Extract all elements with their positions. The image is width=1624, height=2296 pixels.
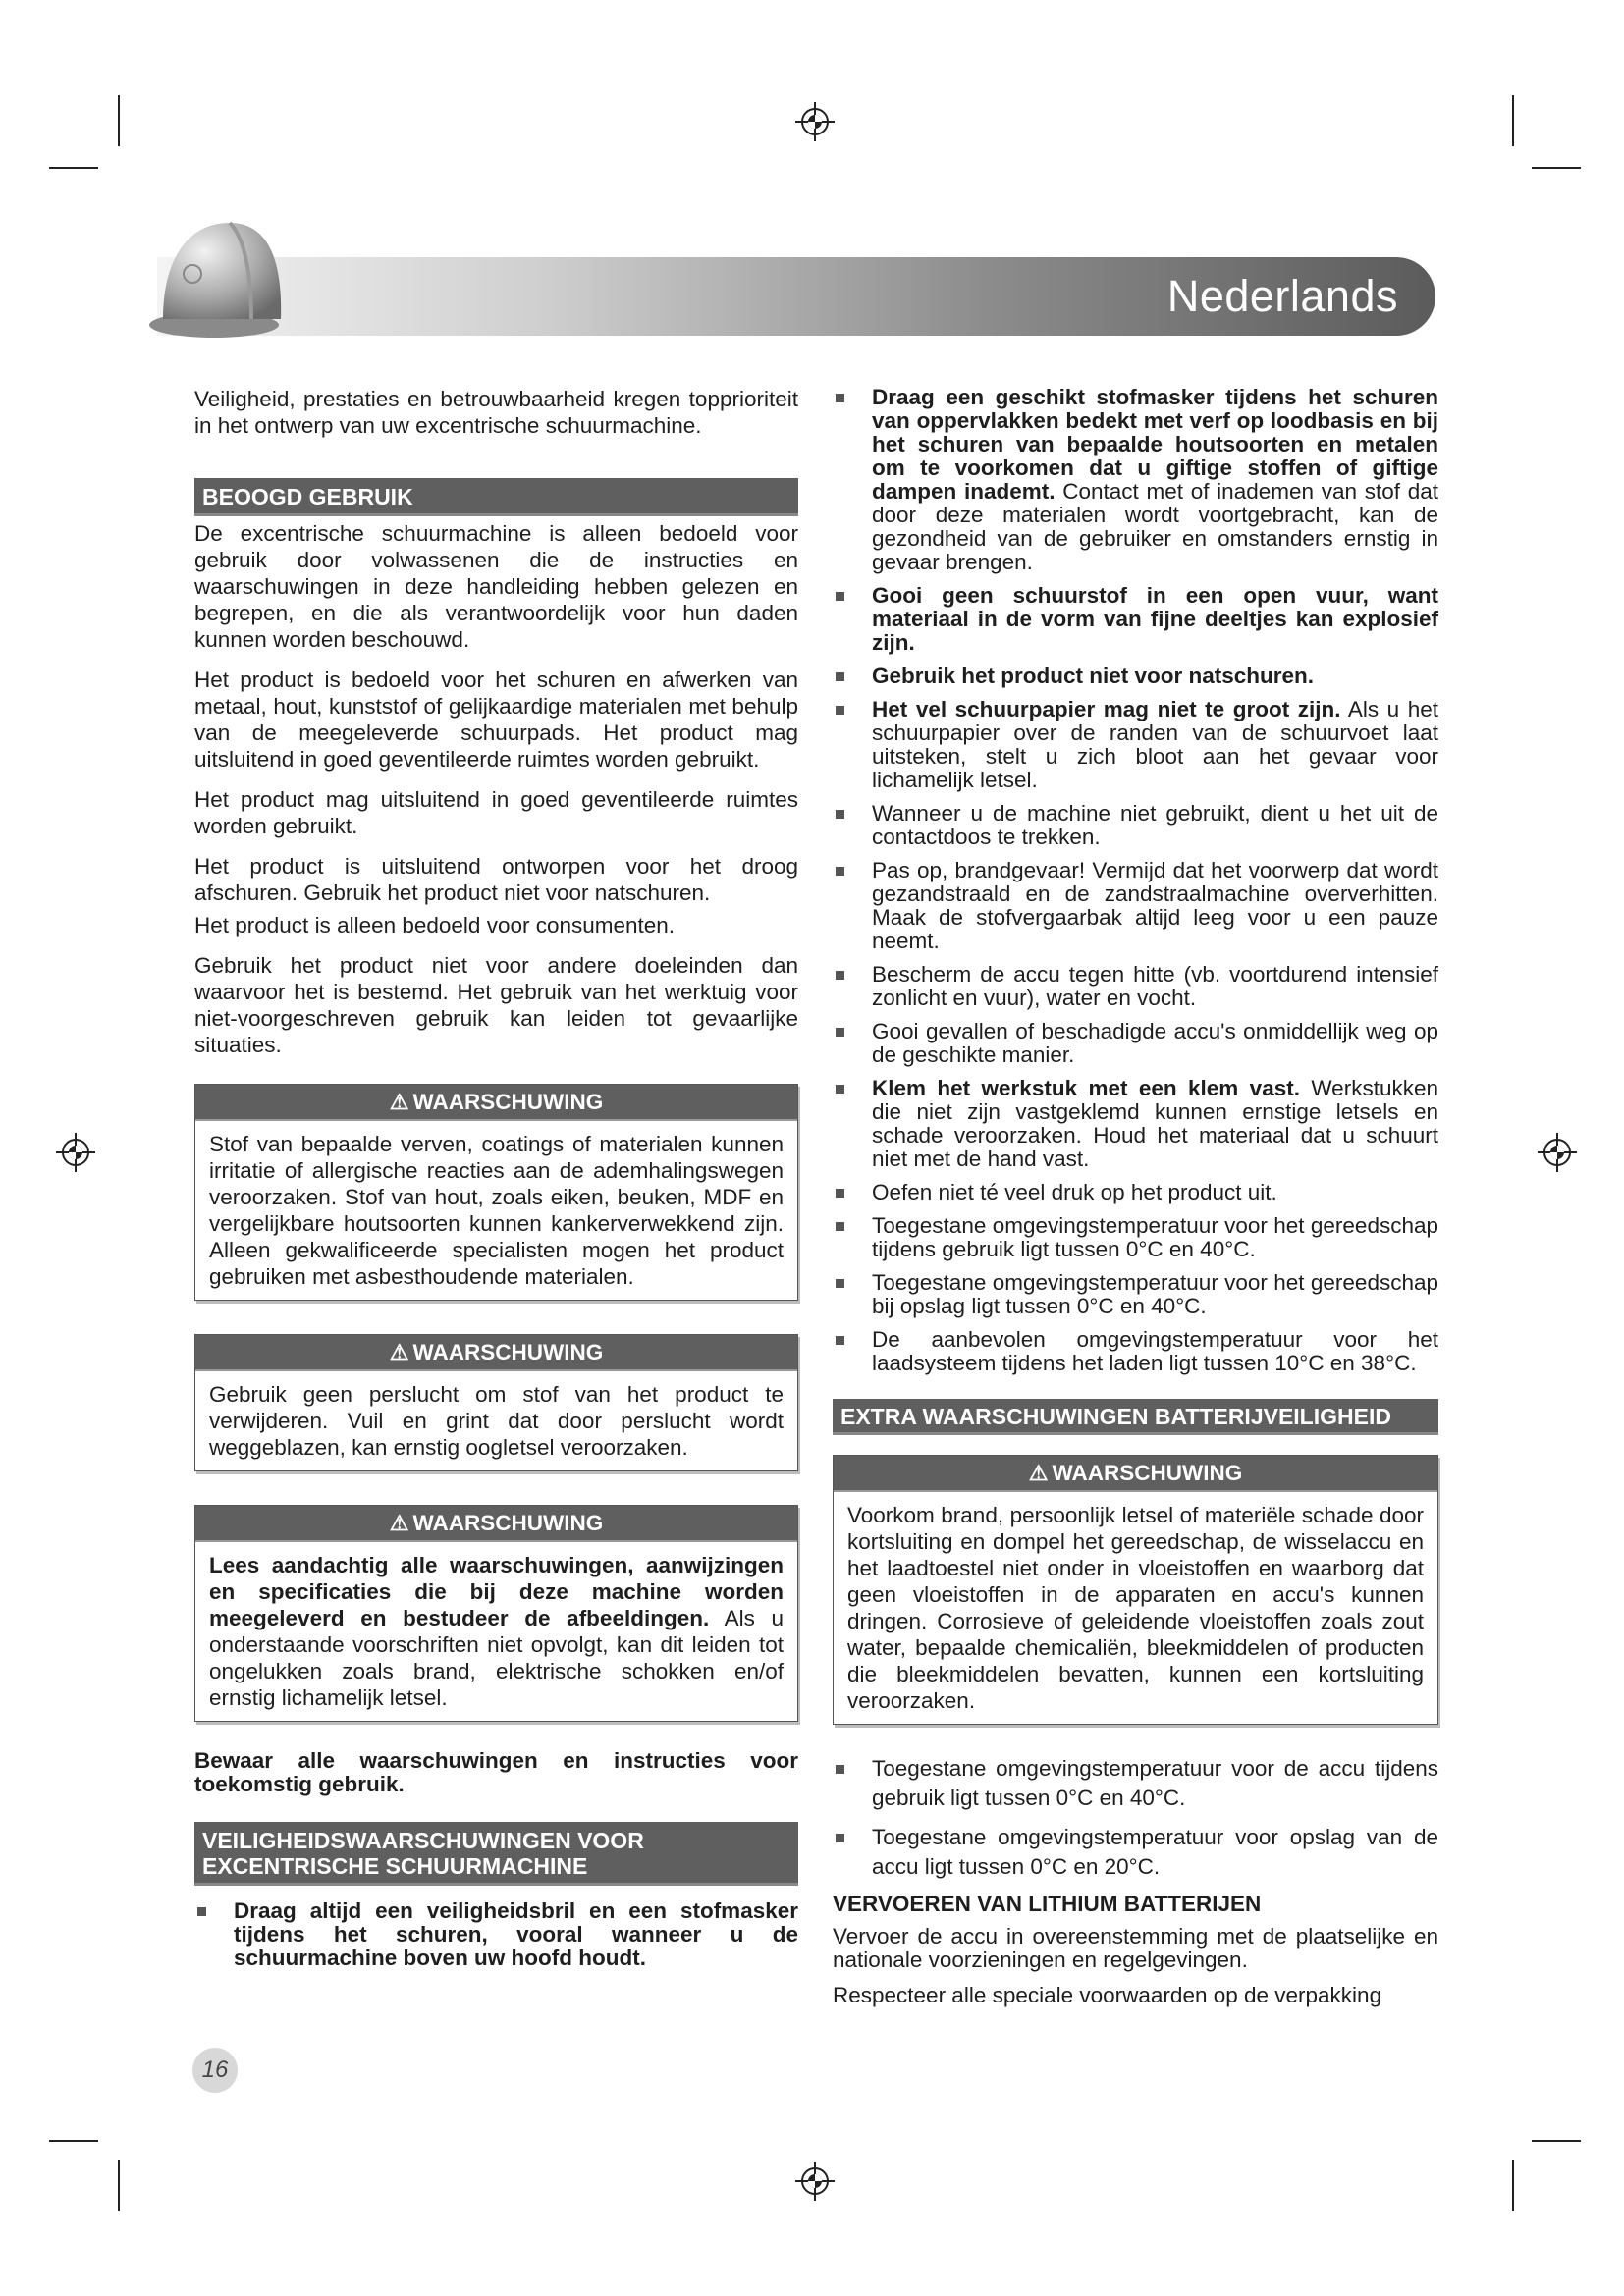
list-item-text: Toegestane omgevingstemperatuur voor de accu tijdens gebruik ligt tussen 0°C en 40°C. (872, 1756, 1438, 1810)
bullet-square-icon (836, 1336, 844, 1345)
registration-mark-icon (1538, 1133, 1577, 1172)
intended-use-paragraph: De excentrische schuurmachine is alleen bedoeld voor gebruik door volwassenen die de instructies en waarschuwingen in deze handleiding hebben gelezen en begrepen, en die als verantwoordelijk voor hun daden kunnen worden beschouwd. (194, 521, 798, 652)
bullet-square-icon (836, 1834, 844, 1842)
page-number: 16 (192, 2048, 238, 2093)
list-item (833, 1214, 1438, 1261)
warning-bold-text: Lees aandachtig alle waarschuwingen, aanwijzingen en specificaties die bij deze machine worden meegeleverd en bestudeer de afbeeldingen. (209, 1553, 784, 1630)
warning-triangle-icon: ⚠ (1028, 1461, 1049, 1485)
crop-mark (1532, 2140, 1581, 2142)
intended-use-paragraph: Het product is uitsluitend ontworpen voor het droog afschuren. Gebruik het product niet voor natschuren. (194, 854, 798, 905)
warning-text: Gebruik geen perslucht om stof van het product te verwijderen. Vuil en grint dat door perslucht wordt weggeblazen, kan ernstig oogletsel veroorzaken. (209, 1382, 784, 1460)
list-item (833, 1754, 1438, 1813)
list-item (833, 1823, 1438, 1882)
warning-triangle-icon: ⚠ (389, 1090, 409, 1114)
right-column (833, 386, 1438, 2022)
warning-title: WAARSCHUWING (412, 1090, 604, 1114)
registration-mark-icon (56, 1133, 95, 1172)
bullet-square-icon (197, 1907, 206, 1916)
bullet-square-icon (836, 1222, 844, 1231)
list-item-text: Als u het schuurpapier over de randen van de schuurvoet laat uitsteken, stelt u zich bloot aan het gevaar voor lichamelijk letsel. (872, 697, 1439, 792)
warning-title: WAARSCHUWING (412, 1511, 604, 1535)
transport-paragraph: Respecteer alle speciale voorwaarden op de verpakking (833, 1983, 1382, 2007)
list-item-text: Contact met of inademen van stof dat door deze materialen wordt voortgebracht, kan de gezondheid van de gebruiker en omstanders ernstig in gevaar brengen. (872, 479, 1438, 574)
warning-text (195, 1542, 797, 1721)
list-item (833, 1020, 1438, 1067)
language-title: Nederlands (1166, 271, 1398, 321)
warning-header (195, 1085, 797, 1121)
warning-box (194, 1084, 798, 1301)
bullet-square-icon (836, 592, 844, 601)
transport-paragraph: Vervoer de accu in overeenstemming met de plaatselijke en nationale voorzieningen en regelgevingen. (833, 1924, 1438, 1972)
bullet-square-icon (836, 867, 844, 876)
bullet-square-icon (836, 1279, 844, 1288)
bullet-square-icon (836, 810, 844, 819)
crop-mark (118, 95, 120, 146)
section-heading-intended-use: BEOOGD GEBRUIK (194, 478, 798, 516)
list-item (833, 665, 1438, 688)
section-heading-safety: VEILIGHEIDSWAARSCHUWINGEN VOOR EXCENTRISCHE SCHUURMACHINE (194, 1822, 798, 1886)
keep-instructions-note: Bewaar alle waarschuwingen en instructies voor toekomstig gebruik. (194, 1748, 798, 1796)
warning-header (195, 1506, 797, 1542)
bullet-square-icon (836, 1085, 844, 1094)
battery-list (833, 1754, 1438, 1882)
bullet-square-icon (836, 1189, 844, 1198)
crop-mark (49, 167, 98, 169)
list-item (833, 802, 1438, 849)
list-item-text: Oefen niet té veel druk op het product uit. (872, 1180, 1277, 1204)
warning-box (194, 1334, 798, 1471)
list-item-bold: Gooi geen schuurstof in een open vuur, want materiaal in de vorm van fijne deeltjes kan explosief zijn. (872, 583, 1438, 655)
safety-list (194, 1899, 798, 1970)
warning-title: WAARSCHUWING (1052, 1461, 1243, 1485)
section-heading-battery: EXTRA WAARSCHUWINGEN BATTERIJVEILIGHEID (833, 1399, 1438, 1435)
crop-mark (118, 2160, 120, 2211)
list-item (833, 1181, 1438, 1204)
list-item-text: Werkstukken die niet zijn vastgeklemd kunnen ernstige letsels en schade veroorzaken. Houd het materiaal dat u schuurt niet met de hand vast. (872, 1076, 1438, 1171)
list-item-bold: Draag een geschikt stofmasker tijdens het schuren van oppervlakken bedekt met verf op loodbasis en bij het schuren van bepaalde houtsoorten en metalen om te voorkomen dat u giftige stoffen of giftige dampen inademt. (872, 385, 1438, 504)
warning-title: WAARSCHUWING (412, 1340, 604, 1364)
left-column (194, 386, 798, 1980)
list-item (833, 1077, 1438, 1171)
crop-mark (49, 2140, 98, 2142)
warning-triangle-icon: ⚠ (389, 1511, 409, 1535)
list-item-bold: Klem het werkstuk met een klem vast. (872, 1076, 1300, 1100)
list-item (833, 859, 1438, 953)
warning-text: Voorkom brand, persoonlijk letsel of materiële schade door kortsluiting en dompel het gereedschap, de wisselaccu en het laadtoestel niet onder in vloeistoffen en waarborg dat geen vloeistoffen in de apparaten en accu's kunnen dringen. Corrosieve of geleidende vloeistoffen zoals zout water, bepaalde chemicaliën, bleekmiddelen of producten die bleekmiddelen bevatten, kunnen een kortsluiting veroorzaken. (847, 1503, 1424, 1713)
list-item-text: Toegestane omgevingstemperatuur voor het gereedschap bij opslag ligt tussen 0°C en 40°C. (872, 1270, 1438, 1318)
safety-helmet-icon (149, 209, 287, 342)
transport-heading: VERVOEREN VAN LITHIUM BATTERIJEN (833, 1892, 1262, 1916)
crop-mark (1532, 167, 1581, 169)
warning-triangle-icon: ⚠ (389, 1340, 409, 1364)
bullet-square-icon (836, 706, 844, 715)
crop-mark (1512, 95, 1514, 146)
registration-mark-icon (795, 102, 835, 141)
list-item (833, 698, 1438, 792)
list-item (833, 1328, 1438, 1375)
warning-header (834, 1456, 1437, 1492)
registration-mark-icon (795, 2162, 835, 2201)
list-item-text: Toegestane omgevingstemperatuur voor opslag van de accu ligt tussen 0°C en 20°C. (872, 1825, 1438, 1879)
list-item (833, 1271, 1438, 1318)
list-item (833, 584, 1438, 655)
list-item-bold: Het vel schuurpapier mag niet te groot zijn. (872, 697, 1341, 721)
bullet-square-icon (836, 971, 844, 980)
list-item-text: De aanbevolen omgevingstemperatuur voor het laadsysteem tijdens het laden ligt tussen 10°C en 38°C. (872, 1327, 1438, 1375)
bullet-square-icon (836, 1765, 844, 1774)
intended-use-paragraph: Het product is bedoeld voor het schuren en afwerken van metaal, hout, kunststof of gelijkaardige materialen met behulp van de meegeleverde schuurpads. Het product mag uitsluitend in goed geventileerde ruimtes worden gebruikt. (194, 667, 798, 772)
intended-use-paragraph: Het product mag uitsluitend in goed geventileerde ruimtes worden gebruikt. (194, 787, 798, 838)
list-item-bold: Gebruik het product niet voor natschuren. (872, 664, 1315, 688)
list-item-text: Bescherm de accu tegen hitte (vb. voortdurend intensief zonlicht en vuur), water en vocht. (872, 962, 1438, 1010)
intended-use-paragraph: Gebruik het product niet voor andere doeleinden dan waarvoor het is bestemd. Het gebruik van het werktuig voor niet-voorgeschreven gebruik kan leiden tot gevaarlijke situaties. (194, 953, 798, 1057)
bullet-square-icon (836, 1028, 844, 1037)
bullet-square-icon (836, 672, 844, 681)
list-item-text: Toegestane omgevingstemperatuur voor het gereedschap tijdens gebruik ligt tussen 0°C en 40°C. (872, 1213, 1438, 1261)
list-item-text: Pas op, brandgevaar! Vermijd dat het voorwerp dat wordt gezandstraald en de zandstraalmachine oververhitten. Maak de stofvergaarbak altijd leeg voor u een pauze neemt. (872, 858, 1438, 953)
header-banner (157, 257, 1435, 336)
list-item (833, 963, 1438, 1010)
list-item-text: Gooi gevallen of beschadigde accu's onmiddellijk weg op de geschikte manier. (872, 1019, 1438, 1067)
bullet-square-icon (836, 394, 844, 402)
list-item-text: Draag altijd een veiligheidsbril en een stofmasker tijdens het schuren, vooral wanneer u de schuurmachine boven uw hoofd houdt. (234, 1898, 798, 1970)
warning-text: Stof van bepaalde verven, coatings of materialen kunnen irritatie of allergische reacties aan de ademhalingswegen veroorzaken. Stof van hout, zoals eiken, beuken, MDF en vergelijkbare houtsoorten kunnen kankerverwekkend zijn. Alleen gekwalificeerde specialisten mogen het product gebruiken met asbesthoudende materialen. (209, 1132, 784, 1289)
intro-paragraph: Veiligheid, prestaties en betrouwbaarheid kregen topprioriteit in het ontwerp van uw excentrische schuurmachine. (194, 387, 798, 438)
warning-box (833, 1455, 1438, 1725)
intended-use-paragraph: Het product is alleen bedoeld voor consumenten. (194, 913, 676, 937)
warning-normal-text: Als u onderstaande voorschriften niet opvolgt, kan dit leiden tot ongelukken zoals brand, elektrische schokken en/of ernstig lichamelijk letsel. (209, 1606, 785, 1710)
warning-box (194, 1505, 798, 1722)
list-item-text: Wanneer u de machine niet gebruikt, dient u het uit de contactdoos te trekken. (872, 801, 1438, 849)
warning-header (195, 1335, 797, 1371)
list-item (833, 386, 1438, 574)
safety-list-continued (833, 386, 1438, 1375)
list-item (194, 1899, 798, 1970)
crop-mark (1512, 2160, 1514, 2211)
